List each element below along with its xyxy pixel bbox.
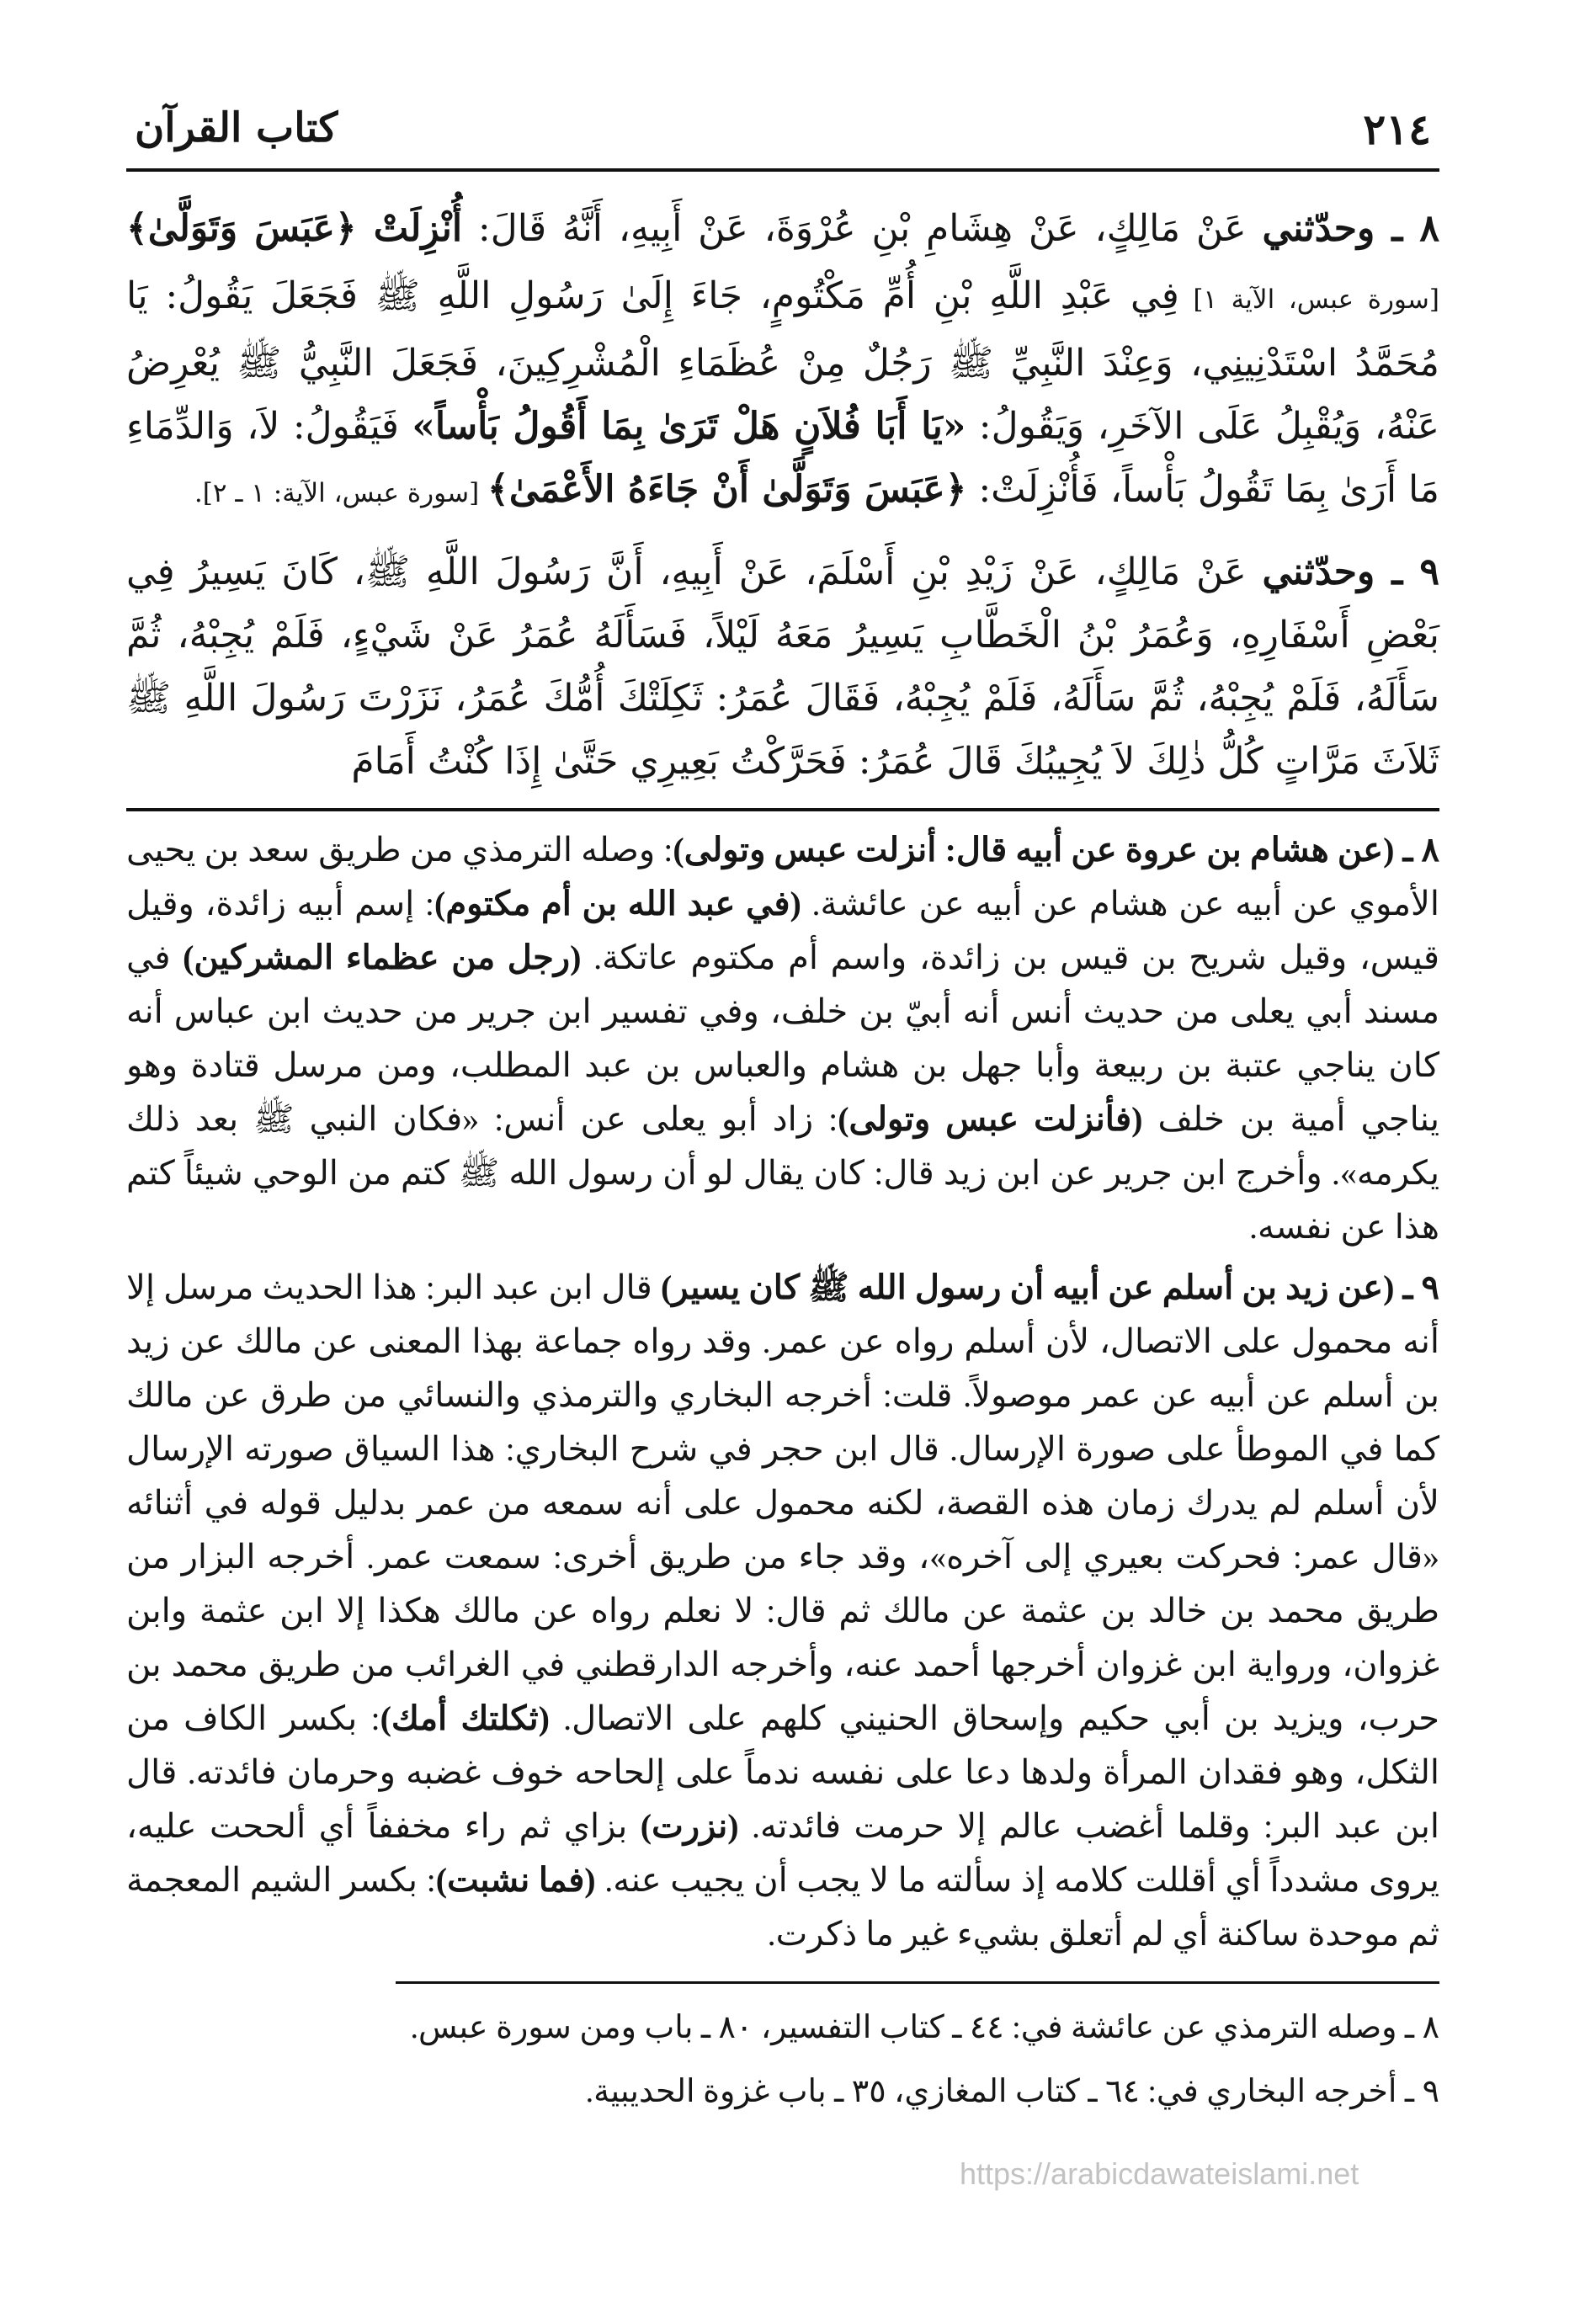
commentary-9 — [126, 1261, 1439, 1961]
commentary-heading: (رجل من عظماء المشركين) — [183, 938, 582, 976]
commentary-heading: (فما نشبت) — [435, 1861, 596, 1899]
book-page — [126, 93, 1439, 2281]
commentary-number: ٩ ـ — [1394, 1268, 1440, 1306]
footnote-9: ٩ ـ أخرجه البخاري في: ٦٤ ـ كتاب المغازي، ٣٥ ـ باب غزوة الحديبية. — [585, 2074, 1439, 2109]
hadith-intro: وحدّثني — [1262, 550, 1375, 593]
main-divider — [126, 808, 1439, 811]
commentary-heading: (نزرت) — [640, 1807, 739, 1845]
commentary-text: : زاد أبو يعلى عن أنس: «فكان النبي ﷺ بعد ذلك يكرمه». وأخرج ابن جرير عن ابن زيد قال: كان يقال لو أن رسول الله ﷺ كتم من الوحي شيئاً كتم هذا عن نفسه. — [126, 1100, 1439, 1246]
footnote-8: ٨ ـ وصله الترمذي عن عائشة في: ٤٤ ـ كتاب التفسير، ٨٠ ـ باب ومن سورة عبس. — [410, 2010, 1439, 2045]
surah-reference: [سورة عبس، الآية ١] — [1178, 284, 1439, 315]
page-number: ٢١٤ — [1363, 104, 1431, 154]
footnote-divider — [396, 1981, 1439, 1984]
hadith-8 — [126, 197, 1439, 525]
watermark-url: https://arabicdawateislami.net — [960, 2156, 1359, 2191]
commentary-text: : بكسر الشيم المعجمة ثم موحدة ساكنة أي لم أتعلق بشيء غير ما ذكرت. — [126, 1861, 1439, 1953]
commentary-heading: (ثكلتك أمك) — [380, 1699, 550, 1737]
commentary-8 — [126, 823, 1439, 1254]
quran-quote: أُنْزِلَتْ ﴿عَبَسَ وَتَوَلَّىٰ﴾ — [126, 207, 463, 250]
commentary-heading: (عن زيد بن أسلم عن أبيه أن رسول الله ﷺ كان يسير) — [660, 1268, 1395, 1306]
quran-quote: ﴿عَبَسَ وَتَوَلَّىٰ أَنْ جَاءَهُ الأَعْمَىٰ﴾ — [487, 468, 967, 511]
hadith-body: عَنْ مَالِكٍ، عَنْ زَيْدِ بْنِ أَسْلَمَ، عَنْ أَبِيهِ، أَنَّ رَسُولَ اللَّهِ ﷺ، كَانَ يَسِيرُ فِي بَعْضِ أَسْفَارِهِ، وَعُمَرُ بْنُ الْخَطَّابِ يَسِيرُ مَعَهُ لَيْلاً، فَسَأَلَهُ عُمَرُ عَنْ شَيْءٍ، فَلَمْ يُجِبْهُ، ثُمَّ سَأَلَهُ، فَلَمْ يُجِبْهُ، ثُمَّ سَأَلَهُ، فَلَمْ يُجِبْهُ، فَقَالَ عُمَرُ: ثَكِلَتْكَ أُمُّكَ عُمَرُ، نَزَرْتَ رَسُولَ اللَّهِ ﷺ ثَلاَثَ مَرَّاتٍ كُلُّ ذٰلِكَ لاَ يُجِيبُكَ قَالَ عُمَرُ: فَحَرَّكْتُ بَعِيرِي حَتَّىٰ إِذَا كُنْتُ أَمَامَ — [126, 550, 1439, 783]
hadith-number: ٨ ـ — [1375, 207, 1440, 250]
prophet-quote: «يَا أَبَا فُلاَنٍ هَلْ تَرَىٰ بِمَا أَقُولُ بَأْساً» — [412, 405, 966, 448]
page-header — [126, 93, 1439, 172]
footnotes — [126, 2001, 1439, 2119]
commentary-text: بزاي ثم راء مخففاً أي ألححت عليه، يروى مشدداً أي أقللت كلامه إذ سألته ما لا يجب أن يجيب عنه. — [126, 1807, 1439, 1899]
commentary-text: في مسند أبي يعلى من حديث أنس أنه أبيّ بن خلف، وفي تفسير ابن جرير من حديث ابن عباس أنه كان يناجي عتبة بن ربيعة وأبا جهل بن هشام والعباس بن عبد المطلب، ومن مرسل قتادة وهو يناجي أمية بن خلف — [126, 938, 1439, 1138]
commentary-text: : بكسر الكاف من الثكل، وهو فقدان المرأة ولدها دعا على نفسه ندماً على إلحاحه خوف غضبه وحرمان فائدته. قال ابن عبد البر: وقلما أغضب عالم إلا حرمت فائدته. — [126, 1699, 1440, 1845]
main-hadith-text — [126, 197, 1439, 793]
hadith-intro: وحدّثني — [1262, 207, 1375, 250]
commentary — [126, 823, 1439, 1961]
surah-reference: [سورة عبس، الآية: ١ ـ ٢]. — [194, 478, 488, 508]
hadith-chain: عَنْ مَالِكٍ، عَنْ هِشَامِ بْنِ عُرْوَةَ، عَنْ أَبِيهِ، أَنَّهُ قَالَ: — [462, 207, 1263, 250]
commentary-text: : إسم أبيه زائدة، وقيل قيس، وقيل شريح بن قيس بن زائدة، واسم أم مكتوم عاتكة. — [126, 885, 1439, 976]
commentary-heading: (عن هشام بن عروة عن أبيه قال: أنزلت عبس وتولى) — [673, 831, 1395, 869]
commentary-heading: (في عبد الله بن أم مكتوم) — [434, 885, 801, 922]
hadith-9 — [126, 540, 1439, 793]
commentary-text: : وصله الترمذي من طريق سعد بن يحيى الأموي عن أبيه عن هشام عن أبيه عن عائشة. — [126, 831, 1439, 922]
hadith-body: فَيَقُولُ: لاَ، وَالدِّمَاءِ مَا أَرَىٰ بِمَا تَقُولُ بَأْساً، فَأُنْزِلَتْ: — [126, 405, 1439, 511]
commentary-number: ٨ ـ — [1394, 831, 1440, 869]
commentary-heading: (فأنزلت عبس وتولى) — [838, 1100, 1143, 1138]
hadith-number: ٩ ـ — [1375, 550, 1439, 593]
commentary-text: قال ابن عبد البر: هذا الحديث مرسل إلا أنه محمول على الاتصال، لأن أسلم رواه عن عمر. وقد رواه جماعة بهذا المعنى عن مالك عن زيد بن أسلم عن أبيه عن عمر موصولاً. قلت: أخرجه البخاري والترمذي والنسائي من طرق عن مالك كما في الموطأ على صورة الإرسال. قال ابن حجر في شرح البخاري: هذا السياق صورته الإرسال لأن أسلم لم يدرك زمان هذه القصة، لكنه محمول على أنه سمعه من عمر بدليل قوله في أثنائه «قال عمر: فحركت بعيري إلى آخره»، وقد جاء من طريق أخرى: سمعت عمر. أخرجه البزار من طريق محمد بن خالد بن عثمة عن مالك ثم قال: لا نعلم رواه عن مالك هكذا إلا ابن عثمة وابن غزوان، ورواية ابن غزوان أخرجها أحمد عنه، وأخرجه الدارقطني في الغرائب من طريق محمد بن حرب، ويزيد بن أبي حكيم وإسحاق الحنيني كلهم على الاتصال. — [126, 1268, 1440, 1737]
book-title: كتاب القرآن — [135, 104, 338, 152]
hadith-body: فِي عَبْدِ اللَّهِ بْنِ أُمِّ مَكْتُومٍ، جَاءَ إِلَىٰ رَسُولِ اللَّهِ ﷺ فَجَعَلَ يَقُولُ: يَا مُحَمَّدُ اسْتَدْنِينِي، وَعِنْدَ النَّبِيِّ ﷺ رَجُلٌ مِنْ عُظَمَاءِ الْمُشْرِكِينَ، فَجَعَلَ النَّبِيُّ ﷺ يُعْرِضُ عَنْهُ، وَيُقْبِلُ عَلَى الآخَرِ، وَيَقُولُ: — [126, 274, 1440, 448]
